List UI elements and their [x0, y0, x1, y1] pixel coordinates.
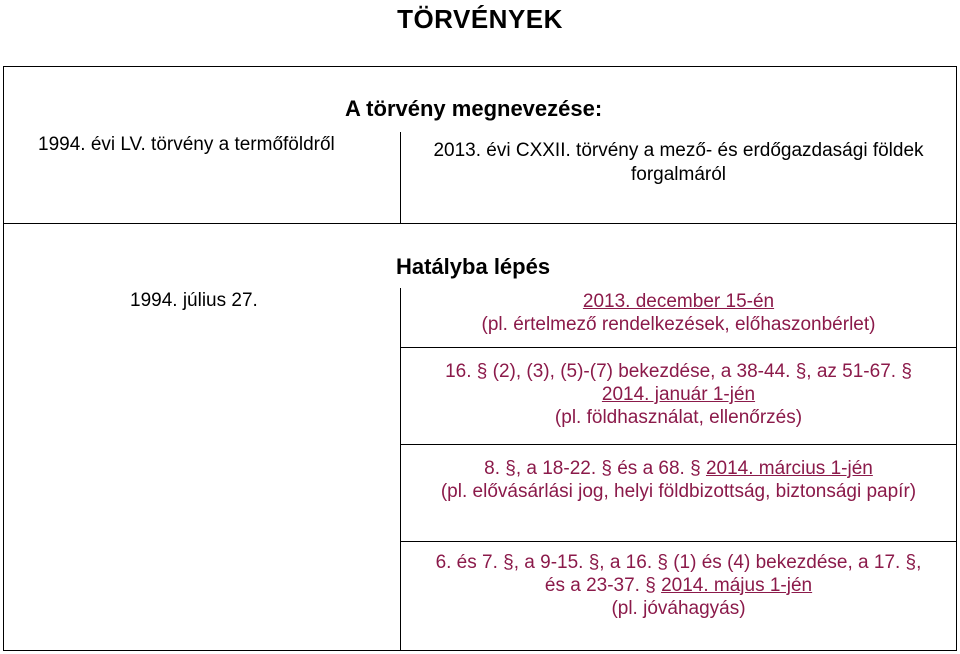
phase-3-date: 2014. március 1-jén — [705, 458, 873, 479]
phase-4 — [401, 551, 956, 620]
phase-2 — [401, 360, 956, 429]
page-title: TÖRVÉNYEK — [397, 4, 563, 34]
old-law-name: 1994. évi LV. törvény a termőföldről — [38, 134, 335, 155]
phase-3-provisions: 8. §, a 18-22. § és a 68. § — [484, 458, 701, 479]
phase-4-provisions-line1: 6. és 7. §, a 9-15. §, a 16. § (1) és (4) bekezdése, a 17. §, — [435, 552, 922, 573]
phase-4-date: 2014. május 1-jén — [661, 575, 813, 596]
row-divider-name-effect — [4, 223, 956, 224]
phase-divider-3 — [401, 541, 956, 542]
phase-4-provisions: és a 23-37. § — [544, 575, 656, 596]
effect-section-heading: Hatályba lépés — [396, 254, 551, 279]
phase-1-date: 2013. december 15-én — [582, 291, 775, 312]
phase-1 — [401, 290, 956, 336]
phase-3-provisions-line — [401, 457, 956, 480]
phase-3-note: (pl. elővásárlási jog, helyi földbizottság, biztonsági papír) — [440, 481, 917, 502]
phase-3 — [401, 457, 956, 503]
new-law-name-line2: forgalmáról — [630, 164, 727, 185]
phase-2-provisions: 16. § (2), (3), (5)-(7) bekezdése, a 38-44. §, az 51-67. § — [445, 361, 912, 382]
phase-2-date: 2014. január 1-jén — [601, 384, 756, 405]
phase-4-provisions-line2 — [401, 574, 956, 597]
old-law-effective-date: 1994. július 27. — [130, 290, 258, 311]
phase-divider-1 — [401, 347, 956, 348]
phase-divider-2 — [401, 444, 956, 445]
phase-4-note: (pl. jóváhagyás) — [611, 598, 746, 619]
name-section-heading: A törvény megnevezése: — [345, 96, 603, 121]
new-law-name-line1: 2013. évi CXXII. törvény a mező- és erdőgazdasági földek — [433, 140, 924, 161]
phase-2-note: (pl. földhasználat, ellenőrzés) — [554, 407, 803, 428]
phase-1-note: (pl. értelmező rendelkezések, előhaszonbérlet) — [481, 314, 876, 335]
